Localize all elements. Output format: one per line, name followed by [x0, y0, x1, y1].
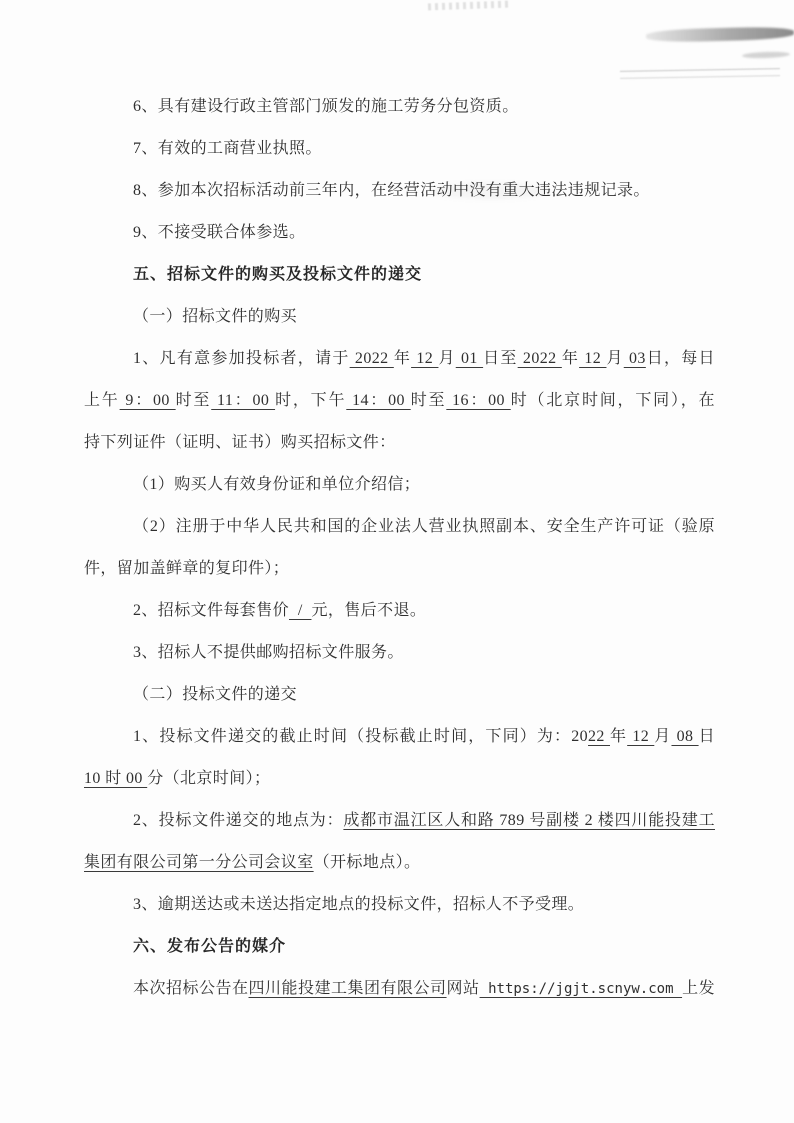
document-line: [84, 464, 715, 506]
document-line: [84, 968, 715, 1010]
text-segment: 日至: [483, 350, 518, 367]
text-segment: 元，售后不退。: [311, 602, 427, 619]
text-segment: 时至: [175, 392, 212, 409]
underlined-text: 集团有限公司第一分公司会议室: [84, 854, 314, 871]
scan-noise-artifact: [620, 64, 780, 84]
document-line: [84, 926, 715, 968]
document-line: [84, 296, 715, 338]
document-line: [84, 884, 715, 926]
underlined-text: 22: [588, 728, 610, 745]
underlined-text: 2022: [349, 350, 394, 367]
document-line: [84, 716, 715, 758]
text-segment: 分（北京时间）；: [147, 770, 271, 787]
text-segment: 3、招标人不提供邮购招标文件服务。: [133, 644, 404, 661]
underlined-text: 12: [627, 728, 655, 745]
text-segment: 六、发布公告的媒介: [133, 938, 287, 955]
text-segment: （二）投标文件的递交: [133, 686, 298, 703]
text-segment: 五、招标文件的购买及投标文件的递交: [133, 266, 423, 283]
document-line: [84, 338, 715, 380]
document-line: [84, 86, 715, 128]
text-segment: 年: [393, 350, 412, 367]
text-segment: 月: [654, 728, 672, 745]
text-segment: 7、有效的工商营业执照。: [133, 140, 322, 157]
text-segment: 年: [561, 350, 580, 367]
document-line: [84, 632, 715, 674]
underlined-text: 11：00: [211, 392, 276, 409]
scan-noise-artifact: [742, 51, 790, 59]
document-body: [84, 86, 715, 1010]
document-line: [84, 212, 715, 254]
document-line: [84, 758, 715, 800]
underlined-text: 成都市温江区人和路 789 号副楼 2 楼四川能投建工: [343, 812, 715, 829]
underlined-text: 01: [455, 350, 484, 367]
text-segment: （2）注册于中华人民共和国的企业法人营业执照副本、安全生产许可证（验原: [133, 518, 715, 535]
document-line: [84, 128, 715, 170]
text-segment: 1、凡有意参加投标者，请于: [133, 350, 350, 367]
text-segment: 日，每日: [645, 350, 715, 367]
document-line: [84, 254, 715, 296]
text-segment: 8、参加本次招标活动前三年内，在经营活动中没有重大违法违规记录。: [133, 182, 650, 199]
document-line: [84, 590, 715, 632]
underlined-text: 03: [623, 350, 646, 367]
text-segment: 网站: [446, 980, 480, 997]
document-line: [84, 422, 715, 464]
underlined-text: 12: [411, 350, 439, 367]
text-segment: 时至: [410, 392, 447, 409]
document-line: [84, 674, 715, 716]
document-line: [84, 380, 715, 422]
text-segment: 月: [438, 350, 456, 367]
text-segment: 上午: [84, 392, 120, 409]
text-segment: 本次招标公告在: [133, 980, 249, 997]
text-segment: 2、招标文件每套售价: [133, 602, 290, 619]
document-line: [84, 170, 715, 212]
text-segment: （1）购买人有效身份证和单位介绍信；: [133, 476, 421, 493]
underlined-text: 四川能投建工集团有限公司: [248, 980, 447, 997]
underlined-text: 2022: [517, 350, 562, 367]
document-line: [84, 842, 715, 884]
text-segment: 3、逾期送达或未送达指定地点的投标文件，招标人不予受理。: [133, 896, 585, 913]
document-line: [84, 506, 715, 548]
document-line: [84, 800, 715, 842]
text-segment: 年: [610, 728, 628, 745]
scan-noise-artifact: [646, 26, 794, 43]
text-segment: 日: [698, 728, 715, 745]
underlined-text: 08: [671, 728, 699, 745]
text-segment: 件，留加盖鲜章的复印件）；: [84, 560, 290, 577]
text-segment: 6、具有建设行政主管部门颁发的施工劳务分包资质。: [133, 98, 519, 115]
underlined-text: 12: [579, 350, 607, 367]
text-segment: 时，下午: [275, 392, 347, 409]
text-segment: 时（北京时间，下同），在: [510, 392, 715, 409]
text-segment: 持下列证件（证明、证书）购买招标文件：: [84, 434, 396, 451]
text-segment: （开标地点）。: [313, 854, 421, 871]
scan-noise-artifact: [428, 1, 510, 11]
document-line: [84, 548, 715, 590]
underlined-text: 16：00: [446, 392, 511, 409]
text-segment: 上发: [682, 980, 715, 997]
text-segment: 2、投标文件递交的地点为：: [133, 812, 344, 829]
underlined-text: 14：00: [346, 392, 411, 409]
underlined-text: /: [289, 602, 312, 619]
text-segment: 9、不接受联合体参选。: [133, 224, 306, 241]
underlined-text: 10 时 00: [84, 770, 148, 787]
underlined-text: https://jgjt.scnyw.com: [479, 981, 683, 997]
text-segment: 1、投标文件递交的截止时间（投标截止时间，下同）为：20: [133, 728, 589, 745]
text-segment: 月: [606, 350, 624, 367]
underlined-text: 9：00: [119, 392, 176, 409]
text-segment: （一）招标文件的购买: [133, 308, 298, 325]
